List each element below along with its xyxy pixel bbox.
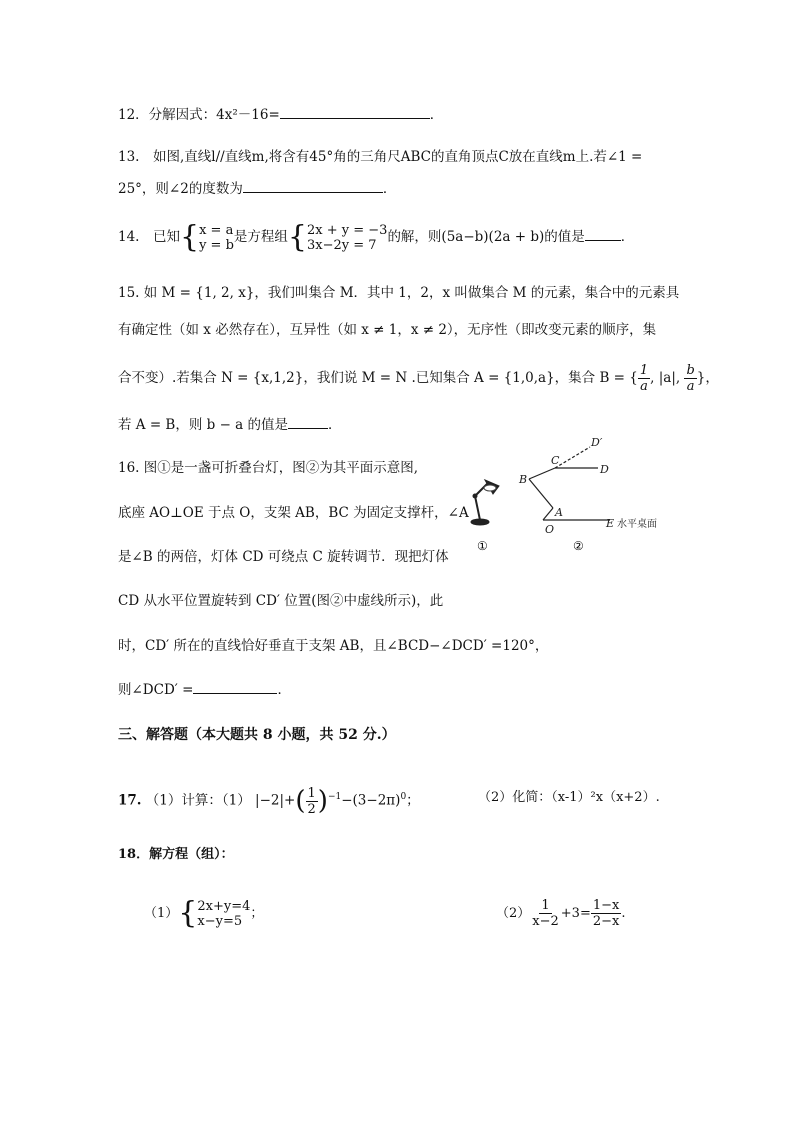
fraction-b-over-a: $\frac{b}{a}$ xyxy=(686,363,695,394)
question-16-line6 xyxy=(118,679,291,700)
segment-AB xyxy=(529,479,553,508)
point-label-C: C xyxy=(551,454,560,467)
sys-row: x = a xyxy=(199,222,234,238)
question-16-line5: 时，CD′ 所在的直线恰好垂直于支架 AB，且∠BCD−∠DCD′ =120°， xyxy=(118,638,549,654)
question-17 xyxy=(118,778,420,820)
q15-mid: , |a|, xyxy=(650,370,685,386)
figure-label-2: ② xyxy=(573,539,584,553)
answer-blank xyxy=(288,414,328,429)
q15-text: 合不变）.若集合 N = {x,1,2}，我们说 M = N .已知集合 A = {1,0,a}，集合 B = { xyxy=(118,370,638,386)
q12-text: 12．分解因式：4x²－16= xyxy=(118,107,280,123)
q15-end: ． xyxy=(328,417,342,433)
question-14 xyxy=(118,219,635,255)
q12-end: ． xyxy=(429,107,444,123)
question-18-part1 xyxy=(144,897,263,931)
segment-BC xyxy=(529,468,555,479)
q14-end: ． xyxy=(620,229,635,245)
q18-plus: +3= xyxy=(560,906,591,921)
q14-mid: 是方程组 xyxy=(233,229,288,245)
question-15-line4 xyxy=(118,414,342,435)
fraction-1-over-a: $\frac{1}{a}$ xyxy=(639,363,649,394)
lamp-figure xyxy=(455,436,675,556)
q18-end: . xyxy=(621,906,626,921)
q14-prefix: 14. 已知 xyxy=(118,229,180,245)
q17-number: 17. xyxy=(118,792,142,809)
q18-p2-label: （2） xyxy=(496,906,531,921)
question-16-line2: 底座 AO⊥OE 于点 O，支架 AB，BC 为固定支撑杆，∠A xyxy=(118,505,469,521)
semicolon: ； xyxy=(250,906,264,921)
segment-CD-prime xyxy=(555,447,590,468)
question-15-line1: 15. 如 M = {1, 2, x}，我们叫集合 M．其中 1，2，x 叫做集合 M 的元素，集合中的元素具 xyxy=(118,285,680,301)
sys-row: x−y=5 xyxy=(197,913,243,929)
fraction-one-half: $\frac{1}{2}$ xyxy=(307,785,316,817)
question-13-line2 xyxy=(118,178,396,199)
desk-label: 水平桌面 xyxy=(617,519,657,530)
question-18-part2 xyxy=(496,897,625,931)
answer-blank xyxy=(243,178,383,193)
question-16-line3: 是∠B 的两倍，灯体 CD 可绕点 C 旋转调节．现把灯体 xyxy=(118,549,449,565)
sys-row: 2x+y=4 xyxy=(197,898,251,914)
paren-left: ( xyxy=(295,786,306,816)
section-note: （本大题共 8 小题，共 52 分.） xyxy=(188,727,396,743)
point-label-B: B xyxy=(519,473,528,486)
point-label-O: O xyxy=(545,523,555,536)
answer-blank xyxy=(280,104,430,119)
section-3-header xyxy=(118,725,396,745)
exponent: 0 xyxy=(400,792,407,802)
sys-row: 3x−2y = 7 xyxy=(307,237,377,253)
question-16-line4: CD 从水平位置旋转到 CD′ 位置(图②中虚线所示)，此 xyxy=(118,593,444,609)
q13-end: ． xyxy=(382,181,397,197)
sys-row: y = b xyxy=(199,237,234,253)
exponent: −1 xyxy=(327,792,342,802)
paren-right: ) xyxy=(317,786,328,816)
lamp-diagram xyxy=(529,447,610,520)
answer-blank xyxy=(193,679,277,694)
q16-text: 则∠DCD′ = xyxy=(118,682,194,698)
question-15-line3 xyxy=(118,361,719,395)
q15-text: 若 A = B，则 b − a 的值是 xyxy=(118,417,289,433)
question-13-line1: 13. 如图,直线l//直线m,将含有45°角的三角尺ABC的直角顶点C放在直线m上.若∠1 = xyxy=(118,149,643,165)
equation-system xyxy=(307,223,387,253)
segment-OA xyxy=(543,508,553,520)
q15-tail: }， xyxy=(696,370,719,386)
question-12 xyxy=(118,104,443,125)
point-label-D-prime: D′ xyxy=(591,436,603,449)
figure-label-1: ① xyxy=(477,539,488,553)
q17-abs: |−2|+ xyxy=(255,792,296,809)
question-15-line2: 有确定性（如 x 必然存在），互异性（如 x ≠ 1，x ≠ 2），无序性（即改变元素的顺序，集 xyxy=(118,322,657,338)
solution-system xyxy=(199,223,234,253)
semicolon: ； xyxy=(406,792,420,809)
answer-blank xyxy=(585,226,621,241)
brace: { xyxy=(287,219,307,255)
question-17-part2: （2）化简：（x-1）²x（x+2）. xyxy=(478,790,660,805)
equation-system xyxy=(197,899,250,929)
q17-rest: −(3−2π) xyxy=(341,792,401,809)
lamp-illustration xyxy=(471,480,499,525)
section-title: 三、解答题 xyxy=(118,727,188,743)
point-label-D: D xyxy=(600,463,609,476)
brace: { xyxy=(179,219,200,255)
q14-suffix: 的解，则(5a−b)(2a + b)的值是 xyxy=(387,229,585,245)
point-label-E: E xyxy=(606,517,615,530)
q13-text: 25°，则∠2的度数为 xyxy=(118,181,243,197)
question-16-line1: 16. 图①是一盏可折叠台灯，图②为其平面示意图, xyxy=(118,460,419,476)
fraction-right: $\frac{1-x}{2-x}$ xyxy=(592,898,620,929)
sys-row: 2x + y = −3 xyxy=(307,222,388,238)
point-label-A: A xyxy=(555,506,563,519)
q17-part1-label: （1）计算：（1） xyxy=(145,792,251,809)
q18-p1-label: （1） xyxy=(144,906,179,921)
fraction-left: $\frac{1}{x-2}$ xyxy=(532,898,559,929)
brace: { xyxy=(178,895,198,931)
q16-end: ． xyxy=(277,682,291,698)
question-18-title: 18．解方程（组）： xyxy=(118,847,234,862)
